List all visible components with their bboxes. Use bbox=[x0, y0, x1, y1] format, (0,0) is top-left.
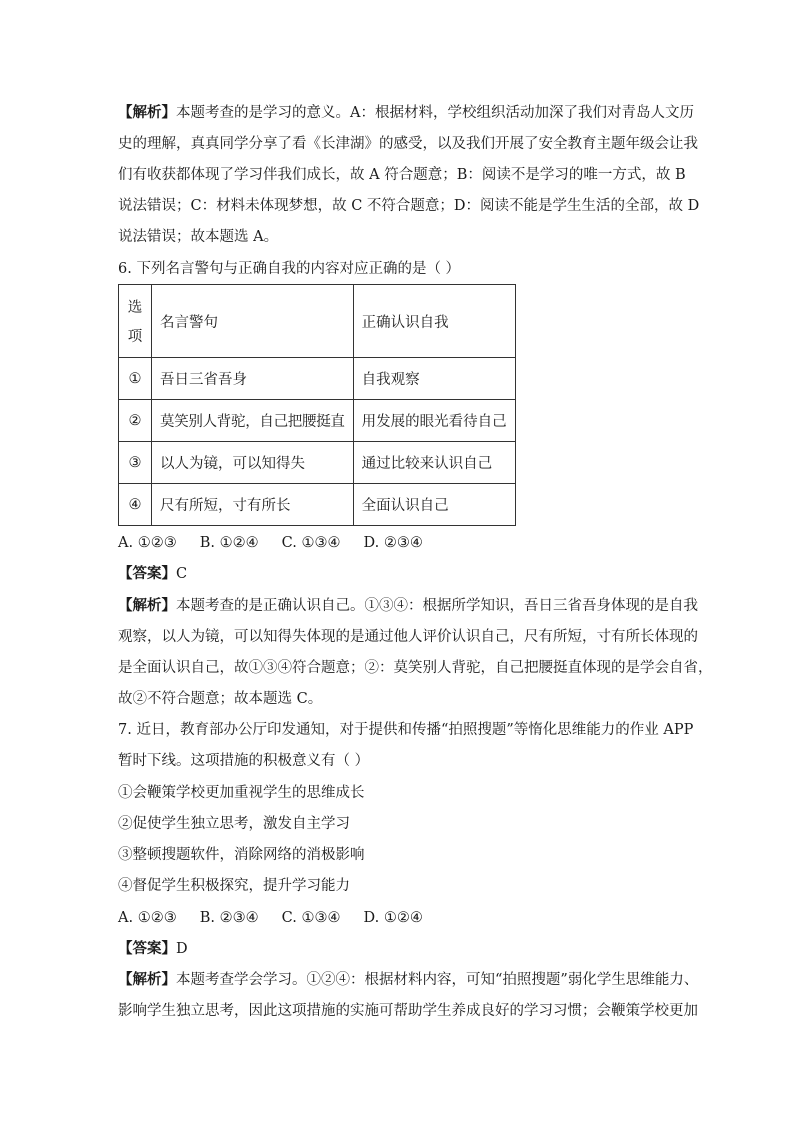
analysis-line bbox=[118, 596, 698, 616]
question-7-stem: 7. 近日，教育部办公厅印发通知，对于提供和传播“拍照搜题”等惰化思维能力的作业 APP bbox=[118, 722, 694, 738]
question-6-stem: 6. 下列名言警句与正确自我的内容对应正确的是（ ） bbox=[118, 261, 461, 277]
analysis-line: 影响学生独立思考，因此这项措施的实施可帮助学生养成良好的学习习惯；会鞭策学校更加 bbox=[118, 1003, 698, 1019]
question-7-answer bbox=[118, 939, 188, 959]
table-row bbox=[119, 484, 516, 526]
analysis-label: 【解析】 bbox=[118, 104, 176, 121]
table-header-option bbox=[119, 285, 152, 358]
table-cell: 用发展的眼光看待自己 bbox=[353, 400, 515, 442]
analysis-line: 史的理解，真真同学分享了看《长津湖》的感受，以及我们开展了安全教育主题年级会让我 bbox=[118, 136, 698, 152]
header-char: 选 bbox=[127, 300, 143, 316]
analysis-text: 本题考查的是学习的意义。A：根据材料，学校组织活动加深了我们对青岛人文历 bbox=[176, 105, 694, 121]
table-cell: 吾日三省吾身 bbox=[152, 358, 354, 400]
header-char: 项 bbox=[127, 329, 143, 345]
analysis-text: 本题考查的是正确认识自己。①③④：根据所学知识，吾日三省吾身体现的是自我 bbox=[176, 598, 698, 614]
question-7-choice: ④督促学生积极探究，提升学习能力 bbox=[118, 878, 350, 894]
question-7-choice: ②促使学生独立思考，激发自主学习 bbox=[118, 816, 350, 832]
table-cell: 自我观察 bbox=[353, 358, 515, 400]
question-6-answer bbox=[118, 564, 187, 584]
table-row bbox=[119, 442, 516, 484]
table-cell: 尺有所短，寸有所长 bbox=[152, 484, 354, 526]
analysis-label: 【解析】 bbox=[118, 971, 176, 988]
answer-label: 【答案】 bbox=[118, 940, 176, 957]
table-cell: ④ bbox=[119, 484, 152, 526]
question-7-stem: 暂时下线。这项措施的积极意义有（ ） bbox=[118, 753, 370, 769]
table-cell: 通过比较来认识自己 bbox=[353, 442, 515, 484]
table-cell: ② bbox=[119, 400, 152, 442]
analysis-line bbox=[118, 970, 698, 990]
question-6-table bbox=[118, 284, 516, 526]
question-7-choice: ③整顿搜题软件，消除网络的消极影响 bbox=[118, 847, 365, 863]
question-7-choice: ①会鞭策学校更加重视学生的思维成长 bbox=[118, 785, 365, 801]
table-cell: 莫笑别人背驼，自己把腰挺直 bbox=[152, 400, 354, 442]
table-row bbox=[119, 400, 516, 442]
analysis-label: 【解析】 bbox=[118, 597, 176, 614]
table-cell: 全面认识自己 bbox=[353, 484, 515, 526]
analysis-line: 们有收获都体现了学习伴我们成长，故 A 符合题意；B：阅读不是学习的唯一方式，故 B bbox=[118, 167, 686, 183]
analysis-line bbox=[118, 103, 694, 123]
answer-label: 【答案】 bbox=[118, 565, 176, 582]
analysis-line: 说法错误；C：材料未体现梦想，故 C 不符合题意；D：阅读不能是学生生活的全部，故 D bbox=[118, 198, 700, 214]
answer-value: C bbox=[176, 566, 188, 582]
analysis-line: 观察，以人为镜，可以知得失体现的是通过他人评价认识自己，尺有所短，寸有所长体现的 bbox=[118, 629, 698, 645]
table-cell: ① bbox=[119, 358, 152, 400]
analysis-line: 是全面认识自己，故①③④符合题意；②：莫笑别人背驼，自己把腰挺直体现的是学会自省， bbox=[118, 660, 713, 676]
analysis-line: 说法错误；故本题选 A。 bbox=[118, 229, 279, 245]
analysis-text: 本题考查学会学习。①②④：根据材料内容，可知“拍照搜题”弱化学生思维能力、 bbox=[176, 972, 699, 988]
question-6-options: A. ①②③ B. ①②④ C. ①③④ D. ②③④ bbox=[118, 535, 423, 551]
analysis-line: 故②不符合题意；故本题选 C。 bbox=[118, 691, 323, 707]
table-header-quote: 名言警句 bbox=[152, 285, 354, 358]
answer-value: D bbox=[176, 941, 188, 957]
question-7-options: A. ①②③ B. ②③④ C. ①③④ D. ①②④ bbox=[118, 910, 423, 926]
table-cell: 以人为镜，可以知得失 bbox=[152, 442, 354, 484]
table-header-self: 正确认识自我 bbox=[353, 285, 515, 358]
table-cell: ③ bbox=[119, 442, 152, 484]
table-header-row bbox=[119, 285, 516, 358]
table-row bbox=[119, 358, 516, 400]
